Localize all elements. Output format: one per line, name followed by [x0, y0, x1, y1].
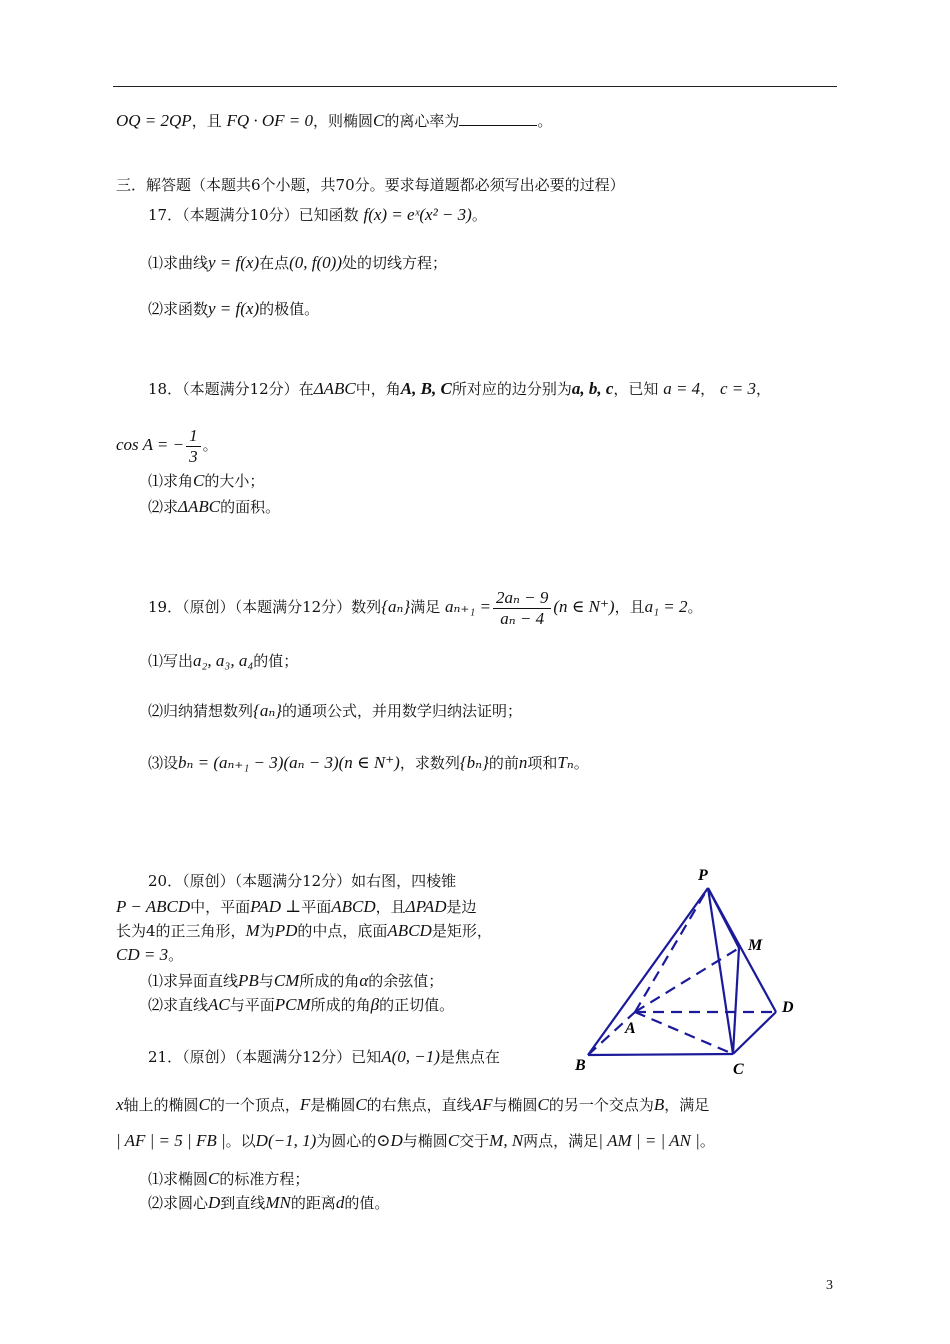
q21-p2-dist: d [335, 1193, 345, 1212]
q18-p1-text-b: 的大小； [204, 472, 265, 490]
q19-p2-text-b: 的通项公式，并用数学归纳法证明； [282, 702, 523, 720]
q20-text-3c: 为 [259, 922, 275, 940]
q17-part1 [148, 252, 447, 274]
q20-p1-a: ⑴求异面直线 [148, 972, 239, 990]
q19-p2-text-a: ⑵归纳猜想数列 [148, 702, 254, 720]
q20-p1-cm: CM [273, 971, 300, 990]
q18-text-2: 所对应的边分别为 [451, 380, 572, 398]
q20-pyramid: P − ABCD [116, 897, 191, 916]
q18-part1 [148, 470, 264, 492]
q19-den: aₙ − 4 [500, 608, 545, 628]
q21-t3j: 两点，满足 [523, 1132, 599, 1150]
q18-angles: A, B, C [400, 379, 452, 398]
q19-text-1: 满足 [410, 598, 441, 616]
q19-stem [148, 584, 703, 630]
q21-part1 [148, 1168, 309, 1190]
q19-cond: (n ∈ N⁺) [553, 597, 615, 616]
q17-p2-text-b: 的极值。 [259, 300, 320, 318]
q18-cos-fraction [186, 426, 201, 467]
label-d: D [782, 999, 794, 1016]
q20-line2 [116, 896, 477, 918]
q19-p3-text-d: 项和 [527, 754, 558, 772]
q18-cos-num: 1 [186, 426, 201, 447]
q19-lead: 19．（原创）（本题满分12分）数列 [148, 598, 382, 616]
q17-p1-text-a: ⑴求曲线 [148, 254, 209, 272]
q20-p2-g: 的正切值。 [379, 996, 455, 1014]
q20-plane-pad: PAD ⊥ [250, 897, 302, 916]
q21-line2 [116, 1094, 709, 1116]
segment-cm [733, 948, 739, 1054]
segment-am [635, 948, 739, 1012]
q19-p3-text-c: 的前 [488, 754, 519, 772]
q20-p1-g: 的余弦值； [368, 972, 444, 990]
q21-c3: C [537, 1095, 549, 1114]
q21-p1-c: C [208, 1169, 220, 1188]
q19-p3-T: Tₙ [557, 753, 574, 772]
q21-p1-text: 的标准方程； [219, 1170, 310, 1188]
q19-num: 2aₙ − 9 [493, 588, 551, 609]
q21-t2l: 的另一个交点为 [548, 1096, 654, 1114]
q21-t2j: 与椭圆 [492, 1096, 538, 1114]
q18-cos-den: 3 [189, 446, 198, 466]
q21-line3 [116, 1130, 715, 1152]
q21-line1 [148, 1046, 500, 1068]
q21-c4: C [447, 1131, 460, 1150]
q18-cos [116, 424, 218, 467]
q21-t2b: 轴上的椭圆 [123, 1096, 199, 1114]
q20-segment-pd: PD [274, 921, 298, 940]
q20-p2-e: 所成的角 [310, 996, 371, 1014]
q17-p2-func: y = f(x) [208, 299, 260, 318]
label-c: C [733, 1061, 744, 1078]
q18-a-value: a = 4 [663, 379, 701, 398]
q18-cos-lhs: cos A = − [116, 435, 185, 454]
q19-seq: {aₙ} [381, 597, 411, 616]
q21-am-an: | AM | = | AN | [598, 1131, 700, 1150]
q21-p2-mn: MN [265, 1193, 291, 1212]
pyramid-diagram [575, 862, 815, 1082]
q16-tail-text: ，则椭圆 [313, 112, 374, 130]
q21-f: F [299, 1095, 311, 1114]
q19-p2-seq: {aₙ} [253, 701, 283, 720]
q20-p2-c: 与平面 [229, 996, 275, 1014]
q20-p2-pcm: PCM [274, 995, 311, 1014]
q18-p2-triangle: ΔABC [178, 497, 221, 516]
q21-lead: 21．（原创）（本题满分12分）已知 [148, 1048, 382, 1066]
q19-lhs: aₙ₊₁ = [444, 597, 491, 616]
q21-text-c: 是焦点在 [439, 1048, 500, 1066]
q16-mid: ，且 [191, 112, 222, 130]
q21-p2-g: 的值。 [344, 1194, 390, 1212]
q21-b: B [653, 1095, 665, 1114]
q19-part2 [148, 700, 522, 722]
q18-comma-2: ， [756, 380, 772, 398]
q19-p3-text-e: 。 [573, 754, 589, 772]
q20-point-m: M [245, 921, 260, 940]
q17-end: 。 [471, 206, 487, 224]
label-b: B [575, 1057, 586, 1074]
q17-p1-text-c: 处的切线方程； [342, 254, 448, 272]
q20-part1 [148, 970, 443, 992]
q20-line3 [116, 920, 492, 942]
q19-init: a₁ = 2 [644, 597, 688, 616]
q21-p2-e: 的距离 [290, 1194, 336, 1212]
q19-p3-seq: {bₙ} [459, 753, 489, 772]
q19-p3-text-a: ⑶设 [148, 754, 179, 772]
q19-part3 [148, 752, 589, 774]
q21-p2-d: D [208, 1193, 221, 1212]
edge-ap [635, 888, 708, 1012]
q20-p2-beta: β [370, 995, 380, 1014]
q18-lead: 18．（本题满分12分）在 [148, 380, 314, 398]
q21-point-d: D(−1, 1) [255, 1131, 317, 1150]
q21-t3d: 为圆心的 [316, 1132, 377, 1150]
q21-t3l: 。 [699, 1132, 715, 1150]
q20-p1-e: 所成的角 [299, 972, 360, 990]
q20-triangle-pad: ΔPAD [405, 897, 447, 916]
pyramid-figure [575, 862, 815, 1082]
q21-p2-a: ⑵求圆心 [148, 1194, 209, 1212]
q16-eq1: OQ = 2QP [116, 111, 192, 130]
q18-p1-var: C [193, 471, 205, 490]
q21-af: AF [471, 1095, 493, 1114]
q18-p2-text-b: 的面积。 [220, 498, 281, 516]
q21-point-a: A(0, −1) [381, 1047, 440, 1066]
q18-comma: ， [700, 380, 716, 398]
label-m: M [748, 937, 763, 954]
q21-t2n: ，满足 [664, 1096, 710, 1114]
q20-text-b: 中，平面 [190, 898, 251, 916]
q16-tail [116, 110, 552, 132]
q19-p1-terms: a₂, a₃, a₄ [193, 651, 254, 670]
q16-eq2: FQ · OF = 0 [226, 111, 314, 130]
q21-mn: M, N [489, 1131, 524, 1150]
q16-tail-text2: 的离心率为 [384, 112, 460, 130]
q21-x: x [116, 1095, 124, 1114]
q18-text-1: 中，角 [355, 380, 401, 398]
q16-end: 。 [537, 112, 553, 130]
answer-blank[interactable] [459, 111, 537, 126]
q19-fraction [493, 588, 551, 629]
q21-t3b: 。以 [225, 1132, 256, 1150]
q20-p2-ac: AC [208, 995, 230, 1014]
q18-p2-text-a: ⑵求 [148, 498, 179, 516]
q17-func: f(x) = eˣ(x² − 3) [363, 205, 472, 224]
q21-c1: C [198, 1095, 210, 1114]
q18-stem [148, 378, 771, 400]
q17-p1-text-b: 在点 [259, 254, 290, 272]
q21-p1-a: ⑴求椭圆 [148, 1170, 209, 1188]
q21-t2f: 是椭圆 [310, 1096, 356, 1114]
q19-p1-text-a: ⑴写出 [148, 652, 194, 670]
q17-p2-text-a: ⑵求函数 [148, 300, 209, 318]
q21-t3f: 与椭圆 [402, 1132, 448, 1150]
q18-end: 。 [202, 436, 218, 454]
diag-ac [635, 1012, 733, 1054]
q19-p3-def: bₙ = (aₙ₊₁ − 3)(aₙ − 3)(n ∈ N⁺) [178, 753, 400, 772]
q20-text-h: 是边 [446, 898, 477, 916]
q21-part2 [148, 1192, 389, 1214]
q20-p1-alpha: α [359, 971, 369, 990]
q21-t2d: 的一个顶点， [209, 1096, 300, 1114]
q20-base-abcd: ABCD [387, 921, 432, 940]
q17-stem [148, 204, 487, 226]
section3-heading: 三．解答题（本题共6个小题，共70分。要求每道题都必须写出必要的过程） [116, 176, 625, 194]
q18-part2 [148, 496, 280, 518]
q20-text-3g: 是矩形， [431, 922, 492, 940]
q21-t3h: 交于 [459, 1132, 490, 1150]
q19-part1 [148, 650, 298, 672]
q18-text-3: ，已知 [613, 380, 659, 398]
q18-c-value: c = 3 [719, 379, 756, 398]
q19-p3-n: n [518, 753, 528, 772]
q18-sides: a, b, c [571, 379, 614, 398]
q20-p1-pb: PB [238, 971, 259, 990]
q20-line4 [116, 944, 183, 966]
edge-bc [588, 1054, 733, 1055]
q20-p2-a: ⑵求直线 [148, 996, 209, 1014]
q19-p1-text-b: 的值； [253, 652, 299, 670]
q20-text-d: 平面 [301, 898, 332, 916]
q20-cd-value: CD = 3 [116, 945, 169, 964]
q17-p1-point: (0, f(0)) [289, 253, 343, 272]
q20-plane-abcd: ABCD [331, 897, 376, 916]
q17-p1-curve: y = f(x) [208, 253, 260, 272]
q17-lead: 17．（本题满分10分）已知函数 [148, 206, 359, 224]
q18-triangle: ΔABC [313, 379, 356, 398]
q20-line1: 20．（原创）（本题满分12分）如右图，四棱锥 [148, 872, 457, 890]
q20-p1-c: 与 [258, 972, 274, 990]
q16-var-c: C [373, 111, 385, 130]
q20-text-3a: 长为4的正三角形， [116, 922, 246, 940]
q21-p2-c: 到直线 [220, 1194, 266, 1212]
label-p: P [698, 867, 708, 884]
q17-part2 [148, 298, 319, 320]
q19-text-2: ，且 [614, 598, 645, 616]
q19-p3-text-b: ，求数列 [399, 754, 460, 772]
label-a: A [625, 1020, 636, 1037]
q21-ratio: | AF | = 5 | FB | [116, 1131, 226, 1150]
q20-text-f: ，且 [375, 898, 406, 916]
header-rule [113, 86, 837, 87]
q19-end: 。 [687, 598, 703, 616]
q21-circle-d: ⊙D [376, 1131, 403, 1150]
page-number: 3 [826, 1278, 833, 1293]
edge-pb [588, 888, 708, 1055]
q20-part2 [148, 994, 454, 1016]
q18-p1-text-a: ⑴求角 [148, 472, 194, 490]
q21-c2: C [355, 1095, 367, 1114]
q20-text-3e: 的中点，底面 [297, 922, 388, 940]
q21-t2h: 的右焦点，直线 [366, 1096, 472, 1114]
q20-line4-end: 。 [168, 946, 184, 964]
edge-cd [733, 1012, 776, 1054]
